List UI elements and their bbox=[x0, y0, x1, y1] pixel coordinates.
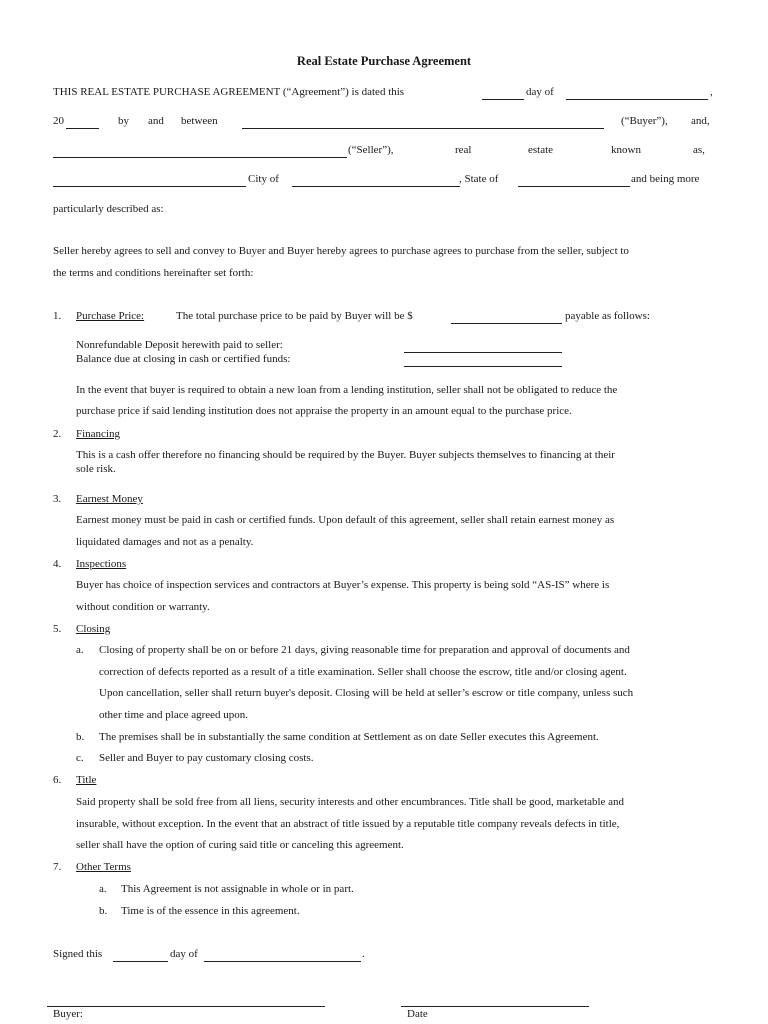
closing-a-line2: correction of defects reported as a result of a title examination. Seller shall choose the escrow, title and/or closing agent. bbox=[99, 666, 627, 678]
earnest-line2: liquidated damages and not as a penalty. bbox=[76, 536, 254, 548]
purchase-price-blank[interactable] bbox=[451, 323, 562, 324]
day-blank[interactable] bbox=[482, 99, 524, 100]
section-1-heading: Purchase Price: bbox=[76, 310, 145, 322]
intro-day-of: day of bbox=[526, 86, 554, 98]
intro-seller-label: (“Seller”), bbox=[348, 144, 394, 156]
city-blank[interactable] bbox=[292, 186, 460, 187]
signed-this-text: Signed this bbox=[53, 948, 103, 960]
section-5-heading: Closing bbox=[76, 623, 111, 635]
agreement-para-line1: Seller hereby agrees to sell and convey to Buyer and Buyer hereby agrees to purchase agrees to purchase from the seller, subject to bbox=[53, 245, 629, 257]
financing-line2: sole risk. bbox=[76, 463, 116, 475]
other-b-text: Time is of the essence in this agreement. bbox=[121, 905, 300, 917]
section-1-number: 1. bbox=[53, 310, 62, 322]
intro-between: between bbox=[181, 115, 218, 127]
date-signature-label: Date bbox=[407, 1008, 428, 1020]
buyer-signature-label: Buyer: bbox=[53, 1008, 83, 1020]
section-6-heading: Title bbox=[76, 774, 97, 786]
seller-name-blank[interactable] bbox=[53, 157, 347, 158]
section-3-heading: Earnest Money bbox=[76, 493, 143, 505]
inspections-line1: Buyer has choice of inspection services and contractors at Buyer’s expense. This property is being sold “AS-IS” where is bbox=[76, 579, 610, 591]
intro-as: as, bbox=[693, 144, 705, 156]
closing-a-line1: Closing of property shall be on or before 21 days, giving reasonable time for preparation and approval of documents and bbox=[99, 644, 630, 656]
intro-comma: , bbox=[710, 86, 713, 98]
deposit-label: Nonrefundable Deposit herewith paid to seller: bbox=[76, 339, 283, 351]
loan-text-line2: purchase price if said lending institution does not appraise the property in an amount equal to the purchase price. bbox=[76, 405, 572, 417]
title-line3: seller shall have the option of curing said title or canceling this agreement. bbox=[76, 839, 404, 851]
closing-b-text: The premises shall be in substantially the same condition at Settlement as on date Seller executes this Agreement. bbox=[99, 731, 599, 743]
deposit-blank[interactable] bbox=[404, 352, 562, 353]
signed-month-blank[interactable] bbox=[204, 961, 361, 962]
intro-city-of: City of bbox=[248, 173, 279, 185]
closing-c-text: Seller and Buyer to pay customary closing costs. bbox=[99, 752, 314, 764]
signed-day-of: day of bbox=[170, 948, 198, 960]
agreement-para-line2: the terms and conditions hereinafter set forth: bbox=[53, 267, 254, 279]
intro-and-2: and, bbox=[691, 115, 710, 127]
section-5-number: 5. bbox=[53, 623, 62, 635]
closing-a-line3: Upon cancellation, seller shall return buyer's deposit. Closing will be held at seller’s escrow or title company, unless such bbox=[99, 687, 634, 699]
document-title: Real Estate Purchase Agreement bbox=[296, 54, 472, 68]
year-blank[interactable] bbox=[66, 128, 99, 129]
section-4-heading: Inspections bbox=[76, 558, 127, 570]
loan-text-line1: In the event that buyer is required to obtain a new loan from a lending institution, seller shall not be obligated to reduce the bbox=[76, 384, 618, 396]
intro-real: real bbox=[455, 144, 472, 156]
intro-known: known bbox=[611, 144, 641, 156]
buyer-signature-line[interactable] bbox=[47, 1006, 325, 1007]
buyer-name-blank[interactable] bbox=[242, 128, 604, 129]
section-6-number: 6. bbox=[53, 774, 62, 786]
signed-period: . bbox=[362, 948, 365, 960]
payable-text: payable as follows: bbox=[565, 310, 650, 322]
balance-blank[interactable] bbox=[404, 366, 562, 367]
intro-estate: estate bbox=[528, 144, 554, 156]
title-line2: insurable, without exception. In the event that an abstract of title issued by a reputable title company reveals defects in title, bbox=[76, 818, 620, 830]
section-2-heading: Financing bbox=[76, 428, 120, 440]
section-7-number: 7. bbox=[53, 861, 62, 873]
section-3-number: 3. bbox=[53, 493, 62, 505]
address-blank[interactable] bbox=[53, 186, 246, 187]
section-7-heading: Other Terms bbox=[76, 861, 131, 873]
intro-year-prefix: 20 bbox=[53, 115, 64, 127]
intro-state-of: , State of bbox=[459, 173, 499, 185]
intro-buyer-label: (“Buyer”), bbox=[621, 115, 668, 127]
intro-line1-text: THIS REAL ESTATE PURCHASE AGREEMENT (“Agreement”) is dated this bbox=[53, 86, 405, 98]
closing-a-label: a. bbox=[76, 644, 84, 656]
signed-day-blank[interactable] bbox=[113, 961, 168, 962]
inspections-line2: without condition or warranty. bbox=[76, 601, 210, 613]
other-a-text: This Agreement is not assignable in whole or in part. bbox=[121, 883, 354, 895]
intro-and: and bbox=[148, 115, 164, 127]
closing-c-label: c. bbox=[76, 752, 84, 764]
intro-by: by bbox=[118, 115, 129, 127]
state-blank[interactable] bbox=[518, 186, 630, 187]
other-a-label: a. bbox=[99, 883, 107, 895]
closing-b-label: b. bbox=[76, 731, 85, 743]
section-4-number: 4. bbox=[53, 558, 62, 570]
date-signature-line[interactable] bbox=[401, 1006, 589, 1007]
closing-a-line4: other time and place agreed upon. bbox=[99, 709, 249, 721]
other-b-label: b. bbox=[99, 905, 108, 917]
section-2-number: 2. bbox=[53, 428, 62, 440]
financing-line1: This is a cash offer therefore no financing should be required by the Buyer. Buyer subjects themselves to financing at their bbox=[76, 449, 615, 461]
balance-label: Balance due at closing in cash or certified funds: bbox=[76, 353, 291, 365]
earnest-line1: Earnest money must be paid in cash or certified funds. Upon default of this agreement, seller shall retain earnest money as bbox=[76, 514, 615, 526]
title-line1: Said property shall be sold free from all liens, security interests and other encumbrances. Title shall be good, marketable and bbox=[76, 796, 625, 808]
intro-being-more: and being more bbox=[631, 173, 700, 185]
month-blank[interactable] bbox=[566, 99, 708, 100]
intro-described: particularly described as: bbox=[53, 203, 164, 215]
purchase-price-text: The total purchase price to be paid by Buyer will be $ bbox=[176, 310, 413, 322]
